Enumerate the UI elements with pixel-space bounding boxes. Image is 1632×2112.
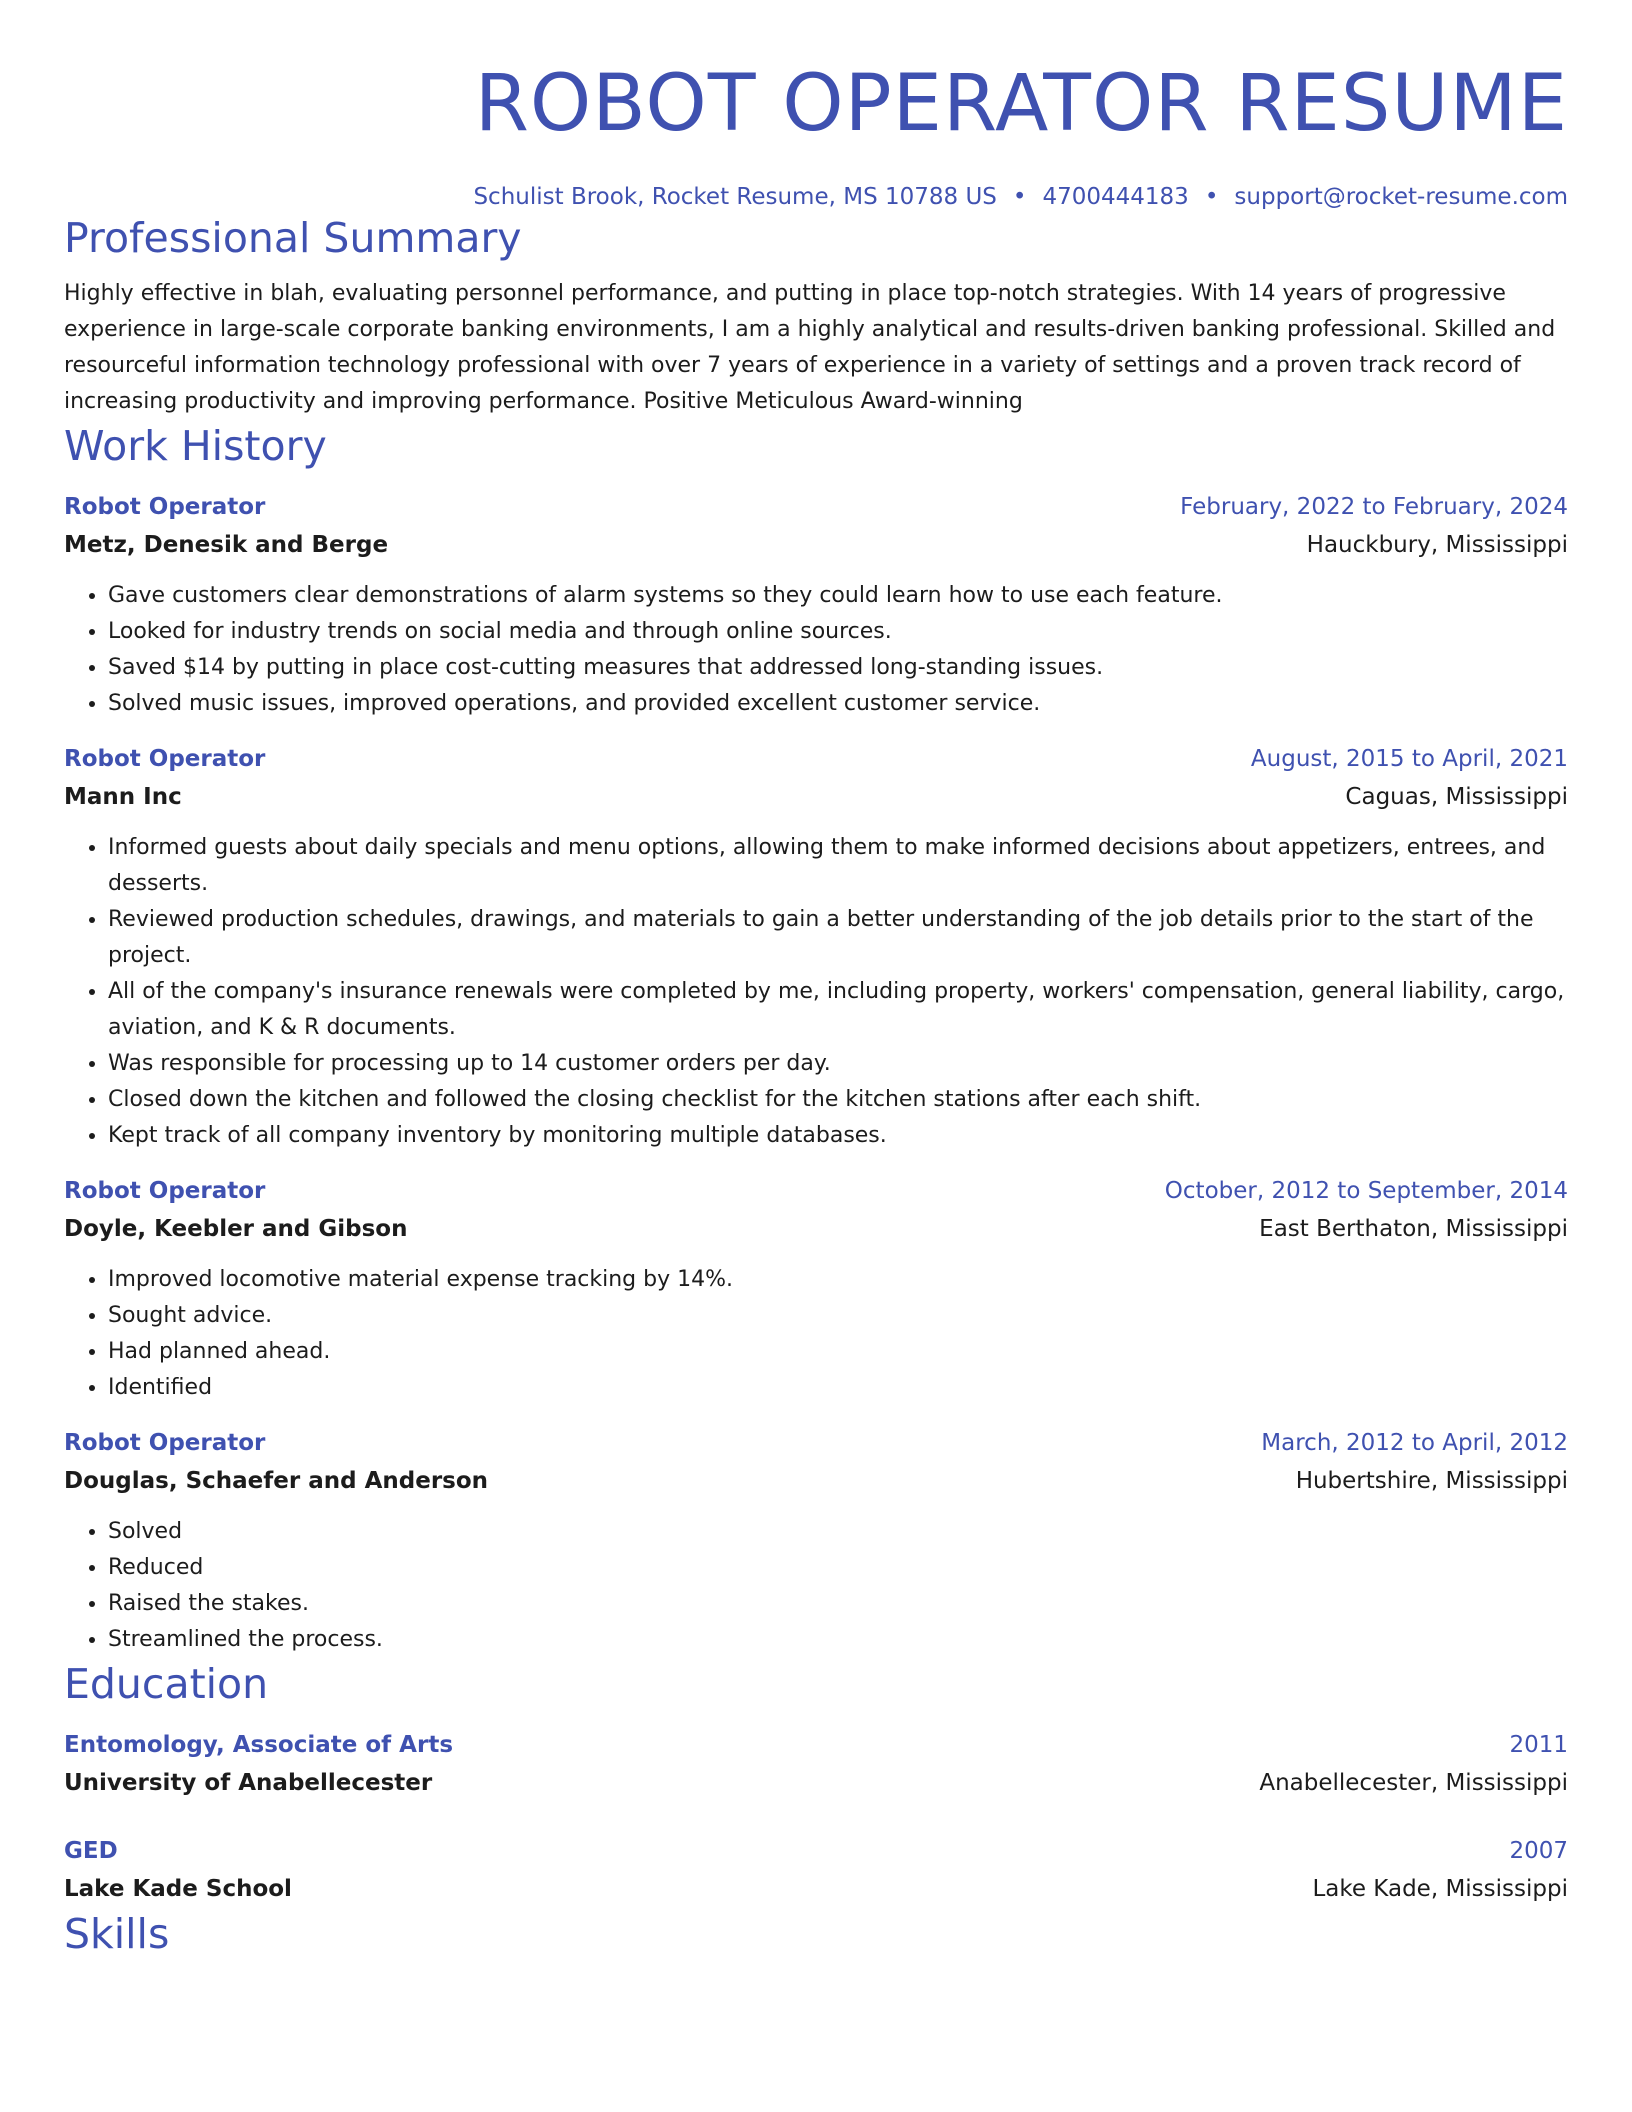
summary-text: Highly effective in blah, evaluating personnel performance, and putting in place top-notch strategies. With 14 years of progressive experience in large-scale corporate banking environments, I am a highly analytical and results-driven banking professional. Skilled and resourceful information technology professional with over 7 years of experience in a variety of settings and a proven track record of increasing productivity and improving performance. Positive Meticulous Award-winning bbox=[64, 281, 1556, 414]
job-role: Robot Operator bbox=[64, 1430, 266, 1456]
education-school: University of Anabellecester bbox=[64, 1770, 433, 1796]
education-entry bbox=[64, 1832, 1568, 1908]
job-bullets bbox=[64, 578, 1568, 722]
resume-title: ROBOT OPERATOR RESUME bbox=[474, 59, 1568, 149]
job-bullets bbox=[64, 830, 1568, 1154]
job-bullet: • Kept track of all company inventory by monitoring multiple databases. bbox=[108, 1118, 1568, 1154]
contact-line bbox=[64, 182, 1568, 212]
job-entry bbox=[64, 1424, 1568, 1658]
contact-separator: • bbox=[1012, 184, 1027, 210]
job-company: Douglas, Schaefer and Anderson bbox=[64, 1468, 489, 1494]
job-bullet: • Looked for industry trends on social media and through online sources. bbox=[108, 614, 1568, 650]
job-bullet: • Sought advice. bbox=[108, 1298, 1568, 1334]
job-bullet: • Reduced bbox=[108, 1550, 1568, 1586]
job-bullets bbox=[64, 1514, 1568, 1658]
job-bullets bbox=[64, 1262, 1568, 1406]
contact-phone: 4700444183 bbox=[1042, 184, 1189, 210]
contact-email[interactable]: support@rocket-resume.com bbox=[1234, 184, 1568, 210]
education-location: Lake Kade, Mississippi bbox=[1312, 1876, 1568, 1902]
education-location: Anabellecester, Mississippi bbox=[1259, 1770, 1568, 1796]
education-entry bbox=[64, 1726, 1568, 1802]
job-location: Hubertshire, Mississippi bbox=[1295, 1468, 1568, 1494]
job-company: Mann Inc bbox=[64, 784, 182, 810]
job-bullet: • Informed guests about daily specials and menu options, allowing them to make informed decisions about appetizers, entrees, and desserts. bbox=[108, 830, 1568, 902]
work-history-heading: Work History bbox=[64, 422, 327, 470]
job-bullet: • Closed down the kitchen and followed the closing checklist for the kitchen stations after each shift. bbox=[108, 1082, 1568, 1118]
job-bullet: • Solved music issues, improved operations, and provided excellent customer service. bbox=[108, 686, 1568, 722]
job-role: Robot Operator bbox=[64, 746, 266, 772]
job-location: East Berthaton, Mississippi bbox=[1259, 1216, 1568, 1242]
job-company: Doyle, Keebler and Gibson bbox=[64, 1216, 408, 1242]
job-bullet: • Had planned ahead. bbox=[108, 1334, 1568, 1370]
job-location: Caguas, Mississippi bbox=[1345, 784, 1568, 810]
job-bullet: • Saved $14 by putting in place cost-cutting measures that addressed long-standing issues. bbox=[108, 650, 1568, 686]
job-bullet: • Raised the stakes. bbox=[108, 1586, 1568, 1622]
job-location: Hauckbury, Mississippi bbox=[1306, 532, 1568, 558]
contact-separator: • bbox=[1204, 184, 1219, 210]
job-bullet: • Improved locomotive material expense tracking by 14%. bbox=[108, 1262, 1568, 1298]
education-degree: Entomology, Associate of Arts bbox=[64, 1732, 454, 1758]
skills-heading: Skills bbox=[64, 1910, 170, 1958]
job-bullet: • Was responsible for processing up to 14 customer orders per day. bbox=[108, 1046, 1568, 1082]
job-role: Robot Operator bbox=[64, 1178, 266, 1204]
job-bullet: • Identified bbox=[108, 1370, 1568, 1406]
job-bullet: • Streamlined the process. bbox=[108, 1622, 1568, 1658]
job-bullet: • Solved bbox=[108, 1514, 1568, 1550]
job-bullet: • Gave customers clear demonstrations of alarm systems so they could learn how to use each feature. bbox=[108, 578, 1568, 614]
summary-heading: Professional Summary bbox=[64, 214, 522, 262]
work-history-list bbox=[64, 488, 1568, 1658]
education-heading: Education bbox=[64, 1660, 269, 1708]
education-school: Lake Kade School bbox=[64, 1876, 292, 1902]
job-role: Robot Operator bbox=[64, 494, 266, 520]
education-year: 2011 bbox=[1509, 1732, 1568, 1758]
job-entry bbox=[64, 488, 1568, 722]
job-entry bbox=[64, 1172, 1568, 1406]
job-entry bbox=[64, 740, 1568, 1154]
job-dates: February, 2022 to February, 2024 bbox=[1180, 494, 1568, 520]
education-year: 2007 bbox=[1509, 1838, 1568, 1864]
job-dates: October, 2012 to September, 2014 bbox=[1164, 1178, 1568, 1204]
job-bullet: • All of the company's insurance renewals were completed by me, including property, workers' compensation, general liability, cargo, aviation, and K & R documents. bbox=[108, 974, 1568, 1046]
job-dates: August, 2015 to April, 2021 bbox=[1250, 746, 1568, 772]
job-company: Metz, Denesik and Berge bbox=[64, 532, 389, 558]
job-dates: March, 2012 to April, 2012 bbox=[1261, 1430, 1568, 1456]
education-degree: GED bbox=[64, 1838, 118, 1864]
job-bullet: • Reviewed production schedules, drawings, and materials to gain a better understanding of the job details prior to the start of the project. bbox=[108, 902, 1568, 974]
contact-address: Schulist Brook, Rocket Resume, MS 10788 US bbox=[473, 184, 997, 210]
